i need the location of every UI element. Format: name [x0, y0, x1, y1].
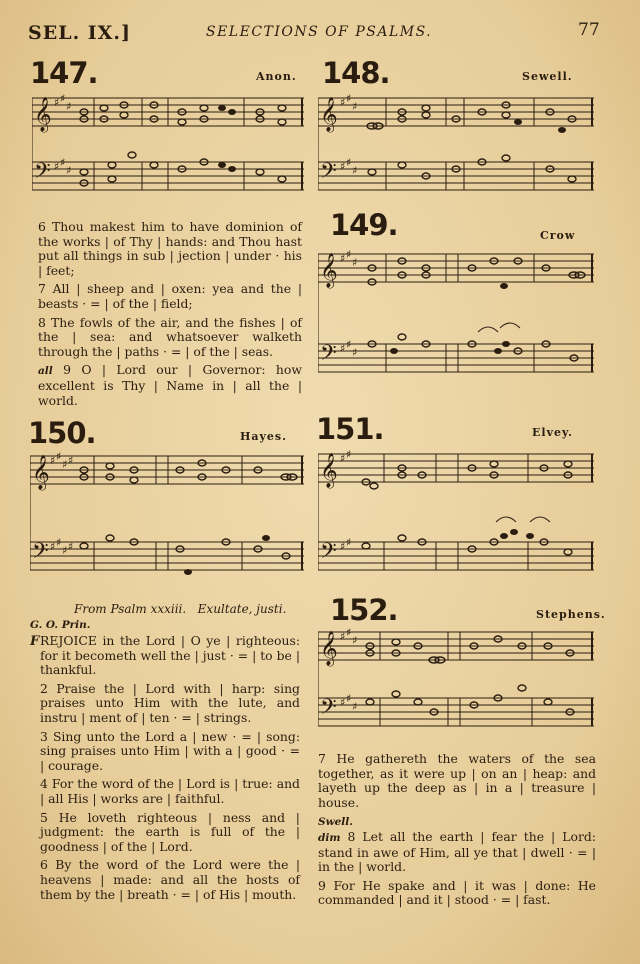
svg-text:♯: ♯	[346, 536, 352, 549]
swell-marking: Swell.	[318, 816, 353, 829]
psalm-33-verse-3: 3 Sing unto the Lord a | new · = | song: sing praises unto Him | with a | good · = | courage.	[40, 728, 300, 773]
dim-marking: dim	[318, 831, 341, 844]
svg-text:♯: ♯	[60, 92, 66, 105]
svg-text:𝄢: 𝄢	[320, 159, 337, 189]
verse-9-text: 9 O | Lord our | Governor: how excellent is Thy | Name in | all the | world.	[38, 362, 302, 408]
verse-9	[38, 363, 302, 408]
svg-text:♯: ♯	[54, 160, 60, 173]
svg-text:♯: ♯	[340, 452, 346, 465]
tune-name-150: Hayes.	[240, 430, 287, 443]
svg-text:♯: ♯	[340, 96, 346, 109]
psalm-33-verse-7: 7 He gathereth the waters of the sea together, as it were up | on an | heap: and layeth up the deep as | in a | treasure | house.	[318, 751, 596, 810]
psalm-latin-title: Exultate, justi.	[197, 602, 287, 616]
tune-name-147: Anon.	[256, 70, 297, 83]
hymn-number-151: 151.	[316, 412, 384, 446]
svg-text:♯: ♯	[352, 634, 358, 647]
verses-psalm-33-right	[318, 752, 596, 912]
svg-text:𝄢: 𝄢	[320, 695, 337, 725]
chant-marking: G. O. Prin.	[30, 619, 91, 631]
hymn-number-147: 147.	[30, 56, 98, 90]
svg-text:♯: ♯	[56, 536, 62, 549]
psalm-33-verse-2: 2 Praise the | Lord with | harp: sing praises unto Him with the lute, and instru | ment of | ten · = | strings.	[40, 680, 300, 725]
svg-text:♯: ♯	[68, 454, 74, 467]
tune-name-149: Crow	[540, 229, 576, 242]
svg-text:♯: ♯	[346, 626, 352, 639]
svg-text:♯: ♯	[54, 96, 60, 109]
music-score-152	[318, 622, 594, 734]
svg-text:♯: ♯	[352, 700, 358, 713]
svg-text:♯: ♯	[340, 630, 346, 643]
svg-text:♯: ♯	[66, 164, 72, 177]
svg-text:♯: ♯	[66, 100, 72, 113]
psalm-33-verse-5: 5 He loveth righteous | ness and | judgment: the earth is full of the | goodness | of the | Lord.	[40, 809, 300, 854]
verse-8: 8 The fowls of the air, and the fishes | of the | sea: and whatsoever walketh through the | paths · = | of the | seas.	[38, 314, 302, 359]
verse-9-dynamic: all	[38, 365, 53, 378]
psalm-33-verse-8: dim 8 Let all the earth | fear the | Lord: stand in awe of Him, all ye that | dwell · = | in the | world.	[318, 828, 596, 875]
music-score-149	[318, 240, 594, 378]
svg-text:♯: ♯	[346, 448, 352, 461]
svg-text:♯: ♯	[60, 156, 66, 169]
svg-text:♯: ♯	[56, 450, 62, 463]
svg-text:𝄞: 𝄞	[32, 455, 50, 490]
svg-text:𝄞: 𝄞	[320, 453, 338, 488]
hymn-number-149: 149.	[330, 208, 398, 242]
hymn-number-150: 150.	[28, 416, 96, 450]
svg-text:♯: ♯	[352, 256, 358, 269]
verses-psalm-33-left	[40, 634, 300, 906]
svg-text:♯: ♯	[62, 544, 68, 557]
verses-psalm-8	[38, 220, 302, 412]
svg-text:♯: ♯	[340, 160, 346, 173]
music-score-151	[318, 442, 594, 576]
psalm-heading	[74, 602, 286, 616]
hymn-number-148: 148.	[322, 56, 390, 90]
psalm-source: From Psalm xxxiii.	[74, 602, 187, 616]
hymn-number-152: 152.	[330, 593, 398, 627]
tune-name-152: Stephens.	[536, 608, 606, 621]
page-number: 77	[578, 20, 600, 40]
svg-text:𝄢: 𝄢	[32, 539, 49, 569]
svg-text:♯: ♯	[346, 692, 352, 705]
psalm-33-verse-6: 6 By the word of the Lord were the | heavens | made: and all the hosts of them by the | breath · = | of His | mouth.	[40, 857, 300, 902]
svg-text:♯: ♯	[346, 92, 352, 105]
svg-text:♯: ♯	[352, 164, 358, 177]
music-score-147	[32, 90, 304, 202]
page-running-title: SELECTIONS OF PSALMS.	[206, 24, 433, 40]
psalm-33-verse-4: 4 For the word of the | Lord is | true: and | all His | works are | faithful.	[40, 776, 300, 806]
verse-6: 6 Thou makest him to have dominion of the works | of Thy | hands: and Thou hast put all things in sub | jection | under · his | feet;	[38, 219, 302, 278]
svg-text:♯: ♯	[62, 458, 68, 471]
svg-text:♯: ♯	[346, 338, 352, 351]
svg-text:♯: ♯	[68, 540, 74, 553]
svg-text:♯: ♯	[352, 346, 358, 359]
tune-name-151: Elvey.	[532, 426, 573, 439]
svg-text:𝄢: 𝄢	[320, 539, 337, 569]
svg-text:♯: ♯	[340, 252, 346, 265]
verse-7: 7 All | sheep and | oxen: yea and the | beasts · = | of the | field;	[38, 281, 302, 311]
svg-text:𝄞: 𝄞	[320, 631, 338, 666]
section-label: SEL. IX.]	[28, 22, 132, 44]
svg-text:♯: ♯	[352, 100, 358, 113]
music-score-150	[30, 446, 304, 576]
svg-text:𝄞: 𝄞	[34, 97, 52, 132]
svg-text:𝄢: 𝄢	[320, 341, 337, 371]
dynamic-forte: F	[30, 634, 40, 649]
music-score-148	[318, 90, 594, 202]
svg-text:♯: ♯	[346, 156, 352, 169]
psalm-33-verse-9: 9 For He spake and | it was | done: He commanded | and it | stood · = | fast.	[318, 877, 596, 908]
svg-text:♯: ♯	[346, 248, 352, 261]
svg-text:𝄞: 𝄞	[320, 253, 338, 288]
svg-text:♯: ♯	[50, 454, 56, 467]
tune-name-148: Sewell.	[522, 70, 573, 83]
svg-text:𝄞: 𝄞	[320, 97, 338, 132]
svg-text:♯: ♯	[340, 342, 346, 355]
svg-text:♯: ♯	[340, 540, 346, 553]
psalm-33-verse-1: REJOICE in the Lord | O ye | righteous: for it becometh well the | just · = | to be | thankful.	[40, 633, 300, 678]
svg-text:♯: ♯	[340, 696, 346, 709]
svg-text:𝄢: 𝄢	[34, 159, 51, 189]
svg-text:♯: ♯	[50, 540, 56, 553]
